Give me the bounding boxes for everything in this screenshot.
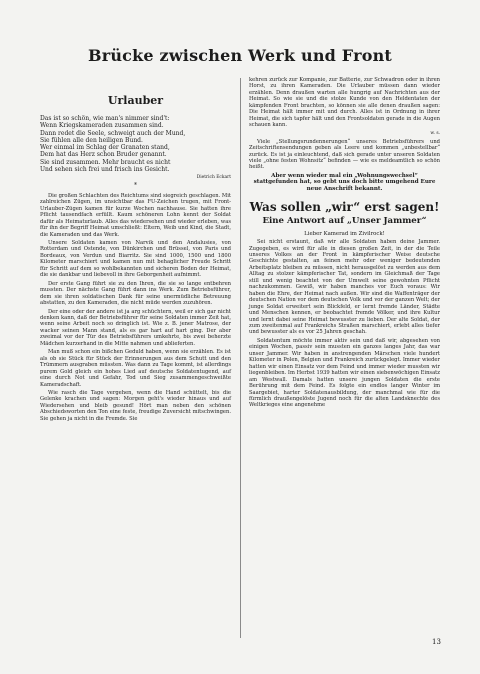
- right-column: [249, 77, 440, 411]
- column-divider: [240, 78, 241, 638]
- poem-author: Dietrich Eckart: [196, 175, 231, 181]
- letter-greeting: Lieber Kamerad im Zivilrock!: [304, 230, 385, 237]
- page-number: 13: [432, 638, 441, 646]
- paragraph: Der eine oder der andere ist ja arg schüchtern, weil er sich gar nicht denken kann, daß der Betriebsführer für seine Soldaten immer Zeit hat, wenn seine Arbeit noch so dringlich ist. Wie z. B. jener Matrose, der wacker seinen Mann stand, als es gar hart auf hart ging. Der aber zweimal vor der Tür des Betriebsführers umkehrte, bis zwei beherzte Mädchen kurzerhand in die Mitte nahmen und ablieferten.: [40, 308, 231, 347]
- paragraph: Sei nicht erstaunt, daß wir alle Soldaten haben deine Jammer. Zugegeben, es wird für alle in diesen großen Zeit, in der die Teile unseres Volkes an der Front in kämpferischer Weise deutsche Geschichte gestalten, an feinen mehr oder weniger bedeutenden Arbeitsplatz bleiben zu müssen, nicht herausgelöst zu werden aus dem Alltag zu stolzer kämpferischer Tat, sondern im Gleichmaß der Tage still und wenig beachtet von der Umwelt seine gewohnten Pflicht nachzukommen. Gewiß, wir haben manches vor Euch voraus: Wir haben die Ehre, der Heimat nach außen. Wir sind die Waffenträger der deutschen Nation vor dem deutschen Volk und vor der ganzen Welt; der junge Soldat erweitert sein Blickfeld, er lernt fremde Länder, Städte und Menschen kennen, er beobachtet fremde Völker, und ihre Kultur und lernt dabei seine Heimat bewusster zu lieben. Der alte Soldat, der zum zweitenmal auf Frankreichs Straßen marschiert, erlebt alles tiefer und bewusster als es vor 25 Jahren geschah.: [249, 239, 440, 336]
- separator-star: *: [134, 182, 137, 190]
- poem: [40, 115, 231, 173]
- paragraph: Die großen Schlachten des Reichtums sind siegreich geschlagen. Mit zahlreichen Zügen, im unsichtbar das FU-Zeichen trugen, mit Front-Urlauber-Zügen kamen für kurze Wochen nachhause. Sie hatten ihre Pflicht tausendfach erfüllt. Kaum schöneren Lohn kennt der Soldat dafür als Heimaturlaub. Alles das wiedersehen und wieder erleben, was für ihn der Begriff Heimat umschließt: Eltern, Weib und Kind, die Stadt, die Kameraden und das Werk.: [40, 192, 231, 238]
- poem-line: Das ist so schön, wie man's nimmer sind't:: [40, 115, 170, 122]
- address-notice: Aber wenn wieder mal ein „Wohnungswechsel“ stattgefunden hat, so gebt uns doch bitte umgehend Eure neue Anschrift bekannt.: [253, 172, 436, 193]
- article-signature: w. s.: [430, 130, 440, 136]
- paragraph: kehren zurück zur Kompanie, zur Batterie, zur Schwadron oder in ihren Horst, zu ihren Kameraden. Die Urlauber müssen dann wieder erzählen. Denn draußen warten alle hungrig auf Nachrichten aus der Heimat. So wie sie und die stolze Kunde von den Heldentaten der kämpfenden Front brachten, so können sie alle denen draußen sagen: Die Heimat hält immer mit und durch. Alles ist in Ordnung in ihrer Heimat, die sich tapfer hält und den Frontsoldaten gerade in die Augen schauen kann.: [249, 77, 440, 129]
- paragraph: Soldatentum möchte immer aktiv sein und daß wir, abgesehen von einigen Wochen, passiv sein mussten ein ganzes langes Jahr, das war unser Jammer. Wir haben in anstrengenden Märschen viele hundert Kilometer in Polen, Belgien und Frankreich zurückgelegt. Immer wieder hatten wir einen Einsatz vor dem Feind und immer wieder mussten wir liegenbleiben. Im Herbst 1939 hatten wir einen siebenwöchigen Einsatz am Westwall. Damals hatten unsere jungen Soldaten die erste Berührung mit dem Feind. Es folgte ein endlos langer Winter im Saargebiet, harter Soldatenausbildung, der manchmal wie für die fürmlich draußengelöste Jugend noch für die alten Landsknechte des Weltkrieges eine angenehme: [249, 337, 440, 409]
- article-subheading: Eine Antwort auf „Unser Jammer“: [262, 215, 427, 226]
- page-title: Brücke zwischen Werk und Front: [87, 46, 393, 65]
- paragraph: Wie rasch die Tage vergehen, wenn die Hand schüttelt, bis die Gelenke krachen und sagen: Morgen geht's wieder hinaus und auf Wiedersehen und bleib gesund! Hört man neben den schönen Abschiedsworten den Ton eine feste, freudige Zuversicht mitschwingen. Sie gehen ja nicht in die Fremde. Sie: [40, 389, 231, 422]
- paragraph: Unsere Soldaten kamen von Narvik und den Andalusies, von Rotterdam und Ostende, von Dünkirchen und Brüssel, von Paris und Bordeaux, von Verdun und Biarritz. Sie sind 1000, 1500 und 1800 Kilometer marschiert und kamen nun mit behaglicher Freude Schritt für Schritt auf dem so wohlbekannten und sicheren Boden der Heimat, die sie dankbar und liebevoll in ihre Geborgenheit aufnimmt.: [40, 240, 231, 279]
- paragraph: Viele „Stellungsrundennerungen“ unseres Betriebsführers und Zeitschriftensendungen geben als Leere und kommen „unbestellbar“ zurück. Es ist ja einleuchtend, daß sich gerade unter unseren Soldaten viele „ohne festen Wohnsitz“ befinden — wie es meldeamtlich so schön heißt.: [249, 138, 440, 171]
- article-heading-was-sollen-wir: Was sollen „wir“ erst sagen!: [249, 199, 440, 214]
- paragraph: Der erste Gang führt sie zu den Ihren, die sie so lange entbehren mussten. Der nächste Gang führt dann ins Werk. Zum Betriebsführer, dem sie ihren soldatischen Dank für seine unermüdliche Betreuung abstatten, zu den Kameraden, die nicht müde werden zuzuhören.: [40, 280, 231, 307]
- poem-line: Sie sind zusammen. Mehr braucht es nicht: [40, 158, 171, 166]
- paragraph: Man muß schon ein bißchen Geduld haben, wenn sie erzählen. Es ist als ob sie Stück für Stück der Erinnerungen aus dem Schutt und den Trümmern ausgraben müssten. Was dann zu Tage kommt, ist allerdings purem Gold gleich ein hohes Lied auf deutsche Soldatentugend, auf eine durch Not und Gefahr, Tod und Sieg zusammengeschweißte Kameradschaft.: [40, 349, 231, 388]
- article-heading-urlauber: Urlauber: [107, 94, 164, 107]
- poem-line: Wenn Kriegskameraden zusammen sind.: [40, 122, 164, 130]
- poem-line: Sie fühlen alle den heiligen Bund.: [40, 136, 143, 144]
- poem-line: Dem hat das Herz schon Bruder genannt.: [40, 151, 167, 159]
- poem-line: Und sehen sich frei und frisch ins Gesicht.: [40, 166, 170, 174]
- left-column: [40, 92, 231, 424]
- poem-line: Dann redet die Seele, schweigt auch der Mund,: [40, 129, 186, 137]
- poem-line: Wer einmal im Schlag der Granaten stand,: [40, 144, 170, 152]
